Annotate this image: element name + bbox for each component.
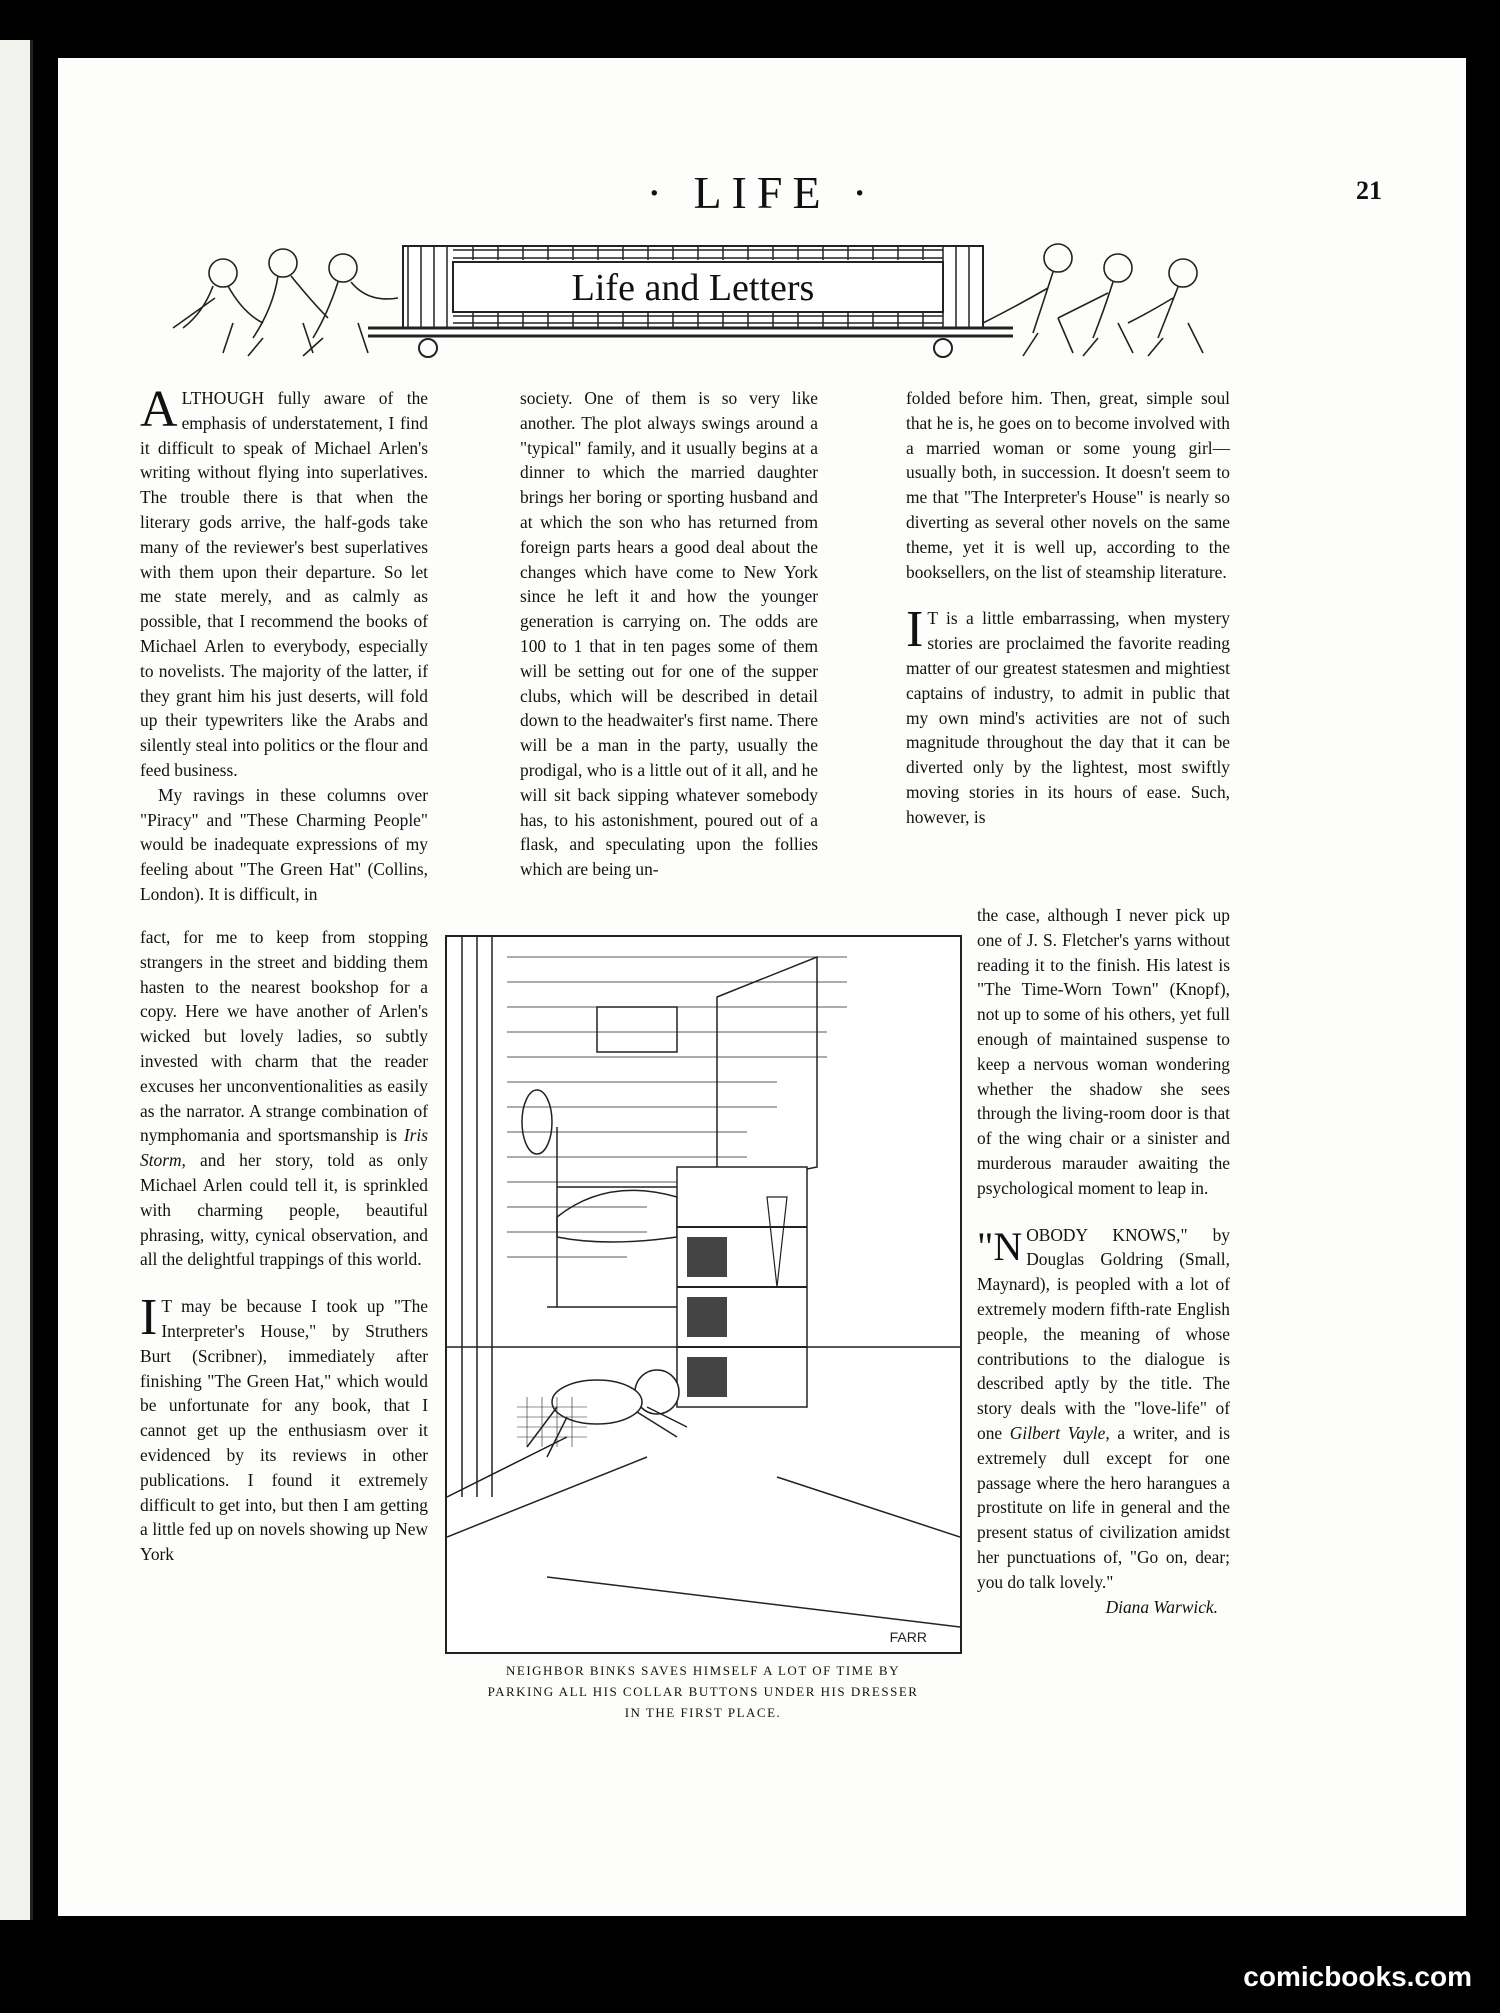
paragraph-6b: the case, although I never pick up one of J. S. Fletcher's yarns without reading it to the finish. His latest is "The Time-Worn Town" (Knopf), not up to some of his others, yet full enough of maintained suspense to keep a nervous woman wondering whether the shadow she sees through the living-room door is that of the wing chair or a sinister and murderous marauder awaiting the psychological moment to leap in. bbox=[977, 905, 1230, 1198]
cartoon-illustration bbox=[445, 935, 962, 1654]
drop-cap-i: I bbox=[140, 1289, 158, 1347]
drop-cap-n: "N bbox=[977, 1223, 1023, 1269]
paragraph-3-text: T may be because I took up "The Interpreter's House," by Struthers Burt (Scribner), immediately after finishing "The Green Hat," which would be unfortunate for any book, that I cannot get up the enthusiasm over it evidenced by its reviews in other publications. I found it extremely difficult to get into, but then I am getting a little fed up on novels showing up New York bbox=[140, 1296, 428, 1565]
column-1-lower bbox=[140, 925, 428, 1567]
illustration-caption bbox=[433, 1660, 973, 1723]
watermark: comicbooks.com bbox=[1243, 1961, 1472, 1992]
artist-signature: FARR bbox=[889, 1629, 927, 1645]
paragraph-7b-text: a writer, and is extremely dull except for one passage where the hero harangues a prostitute on life in general and the present status of civilization amidst her punctuations of, "Go on, dear; you do talk lovely." bbox=[977, 1422, 1230, 1592]
masthead: · LIFE · bbox=[646, 167, 878, 218]
author-signature: Diana Warwick. bbox=[1105, 1596, 1218, 1617]
dresser-drawers bbox=[687, 1237, 727, 1397]
adjacent-page-edge bbox=[0, 40, 33, 1920]
drop-cap-a: A bbox=[140, 381, 178, 438]
column-3 bbox=[906, 386, 1230, 830]
column-2 bbox=[520, 386, 818, 882]
section-banner bbox=[153, 228, 1253, 363]
drop-cap-i-2: I bbox=[906, 601, 924, 659]
paragraph-2b bbox=[140, 925, 428, 1272]
paragraph-4: society. One of them is so very like another. The plot always swings around a "typical" family, and it usually begins at a dinner to which the married daughter brings her boring or sporting husband and at which the son who has returned from foreign parts hears a good deal about the changes which have come to New York since he left it and how the younger generation is carrying on. The odds are 100 to 1 that in ten pages some of them will be setting out for one of the supper clubs, which will be described in detail down to the headwaiter's first name. There will be a man in the party, usually the prodigal, who is a little out of it all, and he will sit back sipping whatever somebody has, to his astonishment, poured out of a flask, and speculating upon the follies which are being un- bbox=[520, 388, 818, 880]
column-1 bbox=[140, 381, 428, 907]
paragraph-2a: My ravings in these columns over "Piracy" and "These Charming People" would be inadequate expressions of my feeling about "The Green Hat" (Collins, London). It is difficult, in bbox=[140, 784, 428, 904]
paragraph-5: folded before him. Then, great, simple soul that he is, he goes on to become involved with a married woman or some young girl—usually both, in succession. It doesn't seem to me that "The Interpreter's House" is nearly so diverting as several other novels on the same theme, yet it is well up, according to the booksellers, on the list of steamship literature. bbox=[906, 388, 1230, 582]
paragraph-2c-text: and her story, told as only Michael Arlen could tell it, is sprinkled with charming people, beautiful phrasing, witty, cynical observation, and all the delightful trappings of this world. bbox=[140, 1150, 428, 1270]
paragraph-6a bbox=[906, 601, 1230, 829]
oval-portrait bbox=[522, 1090, 552, 1154]
magazine-page bbox=[58, 58, 1466, 1916]
gilbert-vayle: Gilbert Vayle, bbox=[1009, 1422, 1110, 1443]
section-title: Life and Letters bbox=[571, 267, 815, 309]
caption-line-1: NEIGHBOR BINKS SAVES HIMSELF A LOT OF TIME BY bbox=[506, 1663, 900, 1678]
page-number: 21 bbox=[1356, 176, 1382, 205]
cherubs-left bbox=[173, 249, 398, 356]
iris-storm: Iris Storm, bbox=[140, 1125, 428, 1171]
caption-line-2: PARKING ALL HIS COLLAR BUTTONS UNDER HIS DRESSER bbox=[487, 1684, 919, 1699]
paragraph-3 bbox=[140, 1289, 428, 1567]
pillow bbox=[557, 1190, 677, 1242]
paragraph-7 bbox=[977, 1223, 1230, 1595]
paragraph-1 bbox=[140, 381, 428, 783]
caption-line-3: IN THE FIRST PLACE. bbox=[624, 1705, 782, 1720]
paragraph-7a-text: OBODY KNOWS," by Douglas Goldring (Small, Maynard), is peopled with a lot of extremely modern fifth-rate English people, the meaning of whose contributions to the dialogue is described aptly by the title. The story deals with the "love-life" of one bbox=[977, 1224, 1230, 1443]
cherubs-right bbox=[983, 244, 1203, 356]
column-3-lower bbox=[977, 903, 1230, 1619]
neighbor-binks bbox=[517, 1370, 687, 1457]
paragraph-1-text: LTHOUGH fully aware of the emphasis of understatement, I find it difficult to speak of Michael Arlen's writing without flying into superlatives. The trouble there is that when the literary gods arrive, the half-gods take many of the reviewer's best superlatives with them upon their departure. So let me state merely, and as calmly as possible, that I recommend the books of Michael Arlen to everybody, especially to novelists. The majority of the latter, if they grant him his just deserts, will fold up their typewriters like the Arabs and silently steal into politics or the flour and feed business. bbox=[140, 388, 428, 780]
paragraph-2b-text: fact, for me to keep from stopping strangers in the street and bidding them hasten to the nearest bookshop for a copy. Here we have another of Arlen's wicked but lovely ladies, so subtly invested with charm that the reader excuses her unconventionalities as easily as the narrator. A strange combination of nymphomania and sportsmanship is bbox=[140, 927, 428, 1146]
paragraph-6a-text: T is a little embarrassing, when mystery stories are proclaimed the favorite reading matter of our greatest statesmen and mightiest captains of industry, to admit in public that my own mind's activities are not of such magnitude throughout the day that it can be diverted only by the lightest, most swiftly moving stories in its hours of ease. Such, however, is bbox=[906, 608, 1230, 827]
